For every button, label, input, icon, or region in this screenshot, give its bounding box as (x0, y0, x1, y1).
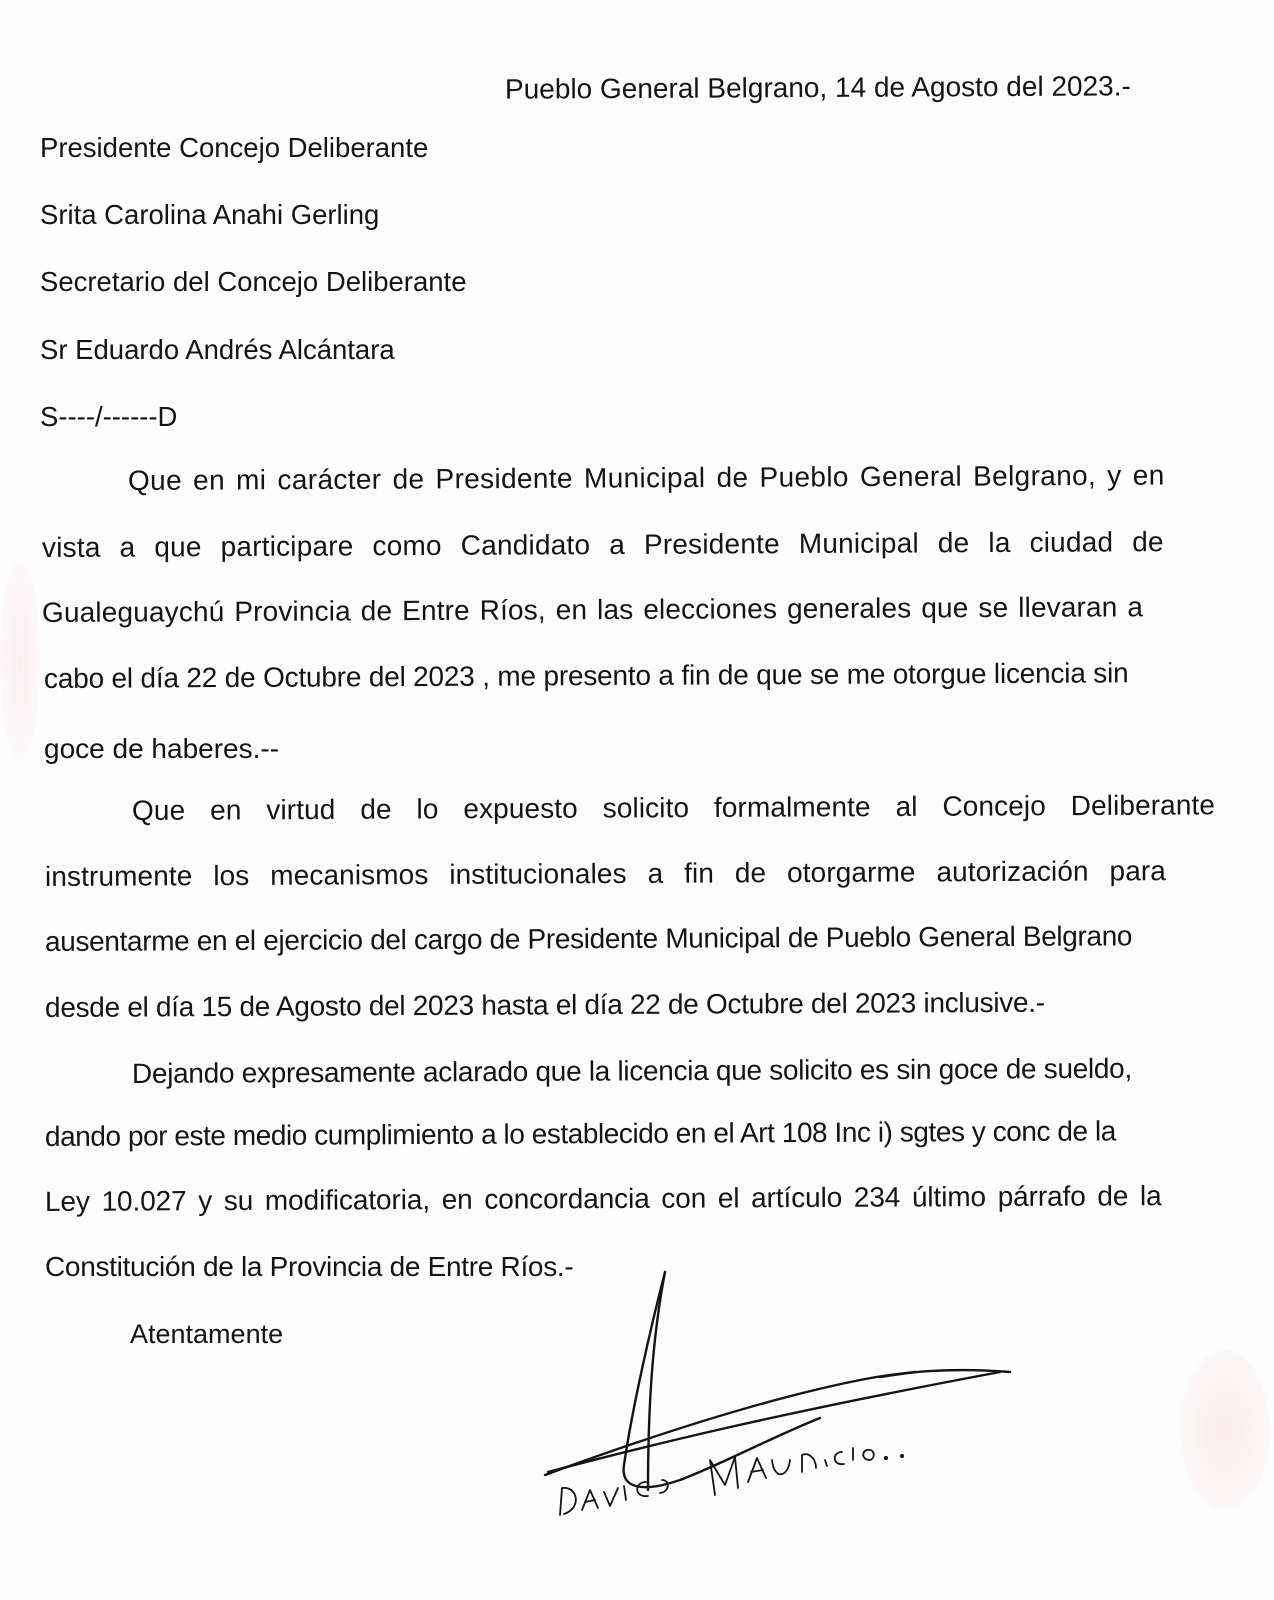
signature-stroke (545, 1370, 1010, 1475)
paragraph-text: Constitución de la Provincia de Entre Ríos.- (45, 1251, 574, 1282)
signature-stroke (548, 1372, 1000, 1472)
paragraph-1-line (42, 591, 1143, 629)
closing: Atentamente (130, 1319, 284, 1349)
paragraph-text: goce de haberes.-- (44, 733, 280, 764)
recipient-line: Presidente Concejo Deliberante (40, 132, 429, 163)
paragraph-3-line (132, 1053, 1132, 1090)
paragraph-text: ausentarme en el ejercicio del cargo de Presidente Municipal de Pueblo General Belgrano (44, 920, 1133, 957)
paragraph-text: Que en mi carácter de Presidente Municipal de Pueblo General Belgrano, y en (127, 459, 1165, 496)
paper-stain (0, 560, 40, 760)
paragraph-2-line (132, 789, 1215, 827)
paragraph-2-line (45, 855, 1166, 893)
paragraph-2-line (45, 920, 1132, 958)
paper-stain (1180, 1350, 1270, 1510)
paragraph-text: instrumente los mecanismos institucionales a fin de otorgarme autorización para (44, 855, 1167, 892)
paragraph-text: Gualeguaychú Provincia de Entre Ríos, en las elecciones generales que se llevaran a (41, 591, 1144, 628)
paragraph-3-line (45, 1115, 1116, 1153)
paragraph-text: cabo el día 22 de Octubre del 2023 , me presento a fin de que se me otorgue licencia sin (43, 657, 1129, 694)
signature-stroke (624, 1272, 820, 1487)
paragraph-text: vista a que participare como Candidato a Presidente Municipal de la ciudad de (41, 526, 1164, 563)
recipient-line: Secretario del Concejo Deliberante (40, 266, 467, 297)
paragraph-text: desde el día 15 de Agosto del 2023 hasta el día 22 de Octubre del 2023 inclusive.- (44, 986, 1045, 1023)
recipient-line: Sr Eduardo Andrés Alcántara (40, 334, 395, 365)
paragraph-text: Ley 10.027 y su modificatoria, en concordancia con el artículo 234 último párrafo de la (44, 1180, 1162, 1217)
paragraph-1-line (44, 733, 279, 765)
paragraph-1-line (42, 526, 1164, 564)
paragraph-3-line (45, 1180, 1162, 1218)
paragraph-text: dando por este medio cumplimiento a lo establecido en el Art 108 Inc i) sgtes y conc de la (44, 1115, 1116, 1152)
paragraph-2-line (45, 987, 1045, 1024)
recipient-line: Srita Carolina Anahi Gerling (40, 199, 380, 230)
paragraph-text: Que en virtud de lo expuesto solicito formalmente al Concejo Deliberante (131, 789, 1216, 826)
date-line: Pueblo General Belgrano, 14 de Agosto del 2023.- (504, 70, 1131, 105)
handwritten-signature (520, 1260, 1020, 1520)
paragraph-1-line (128, 460, 1163, 497)
paragraph-3-line (45, 1251, 573, 1283)
paragraph-text: Dejando expresamente aclarado que la licencia que solicito es sin goce de sueldo, (131, 1052, 1132, 1089)
salutation: S----/------D (40, 401, 178, 432)
paragraph-1-line (44, 657, 1129, 695)
